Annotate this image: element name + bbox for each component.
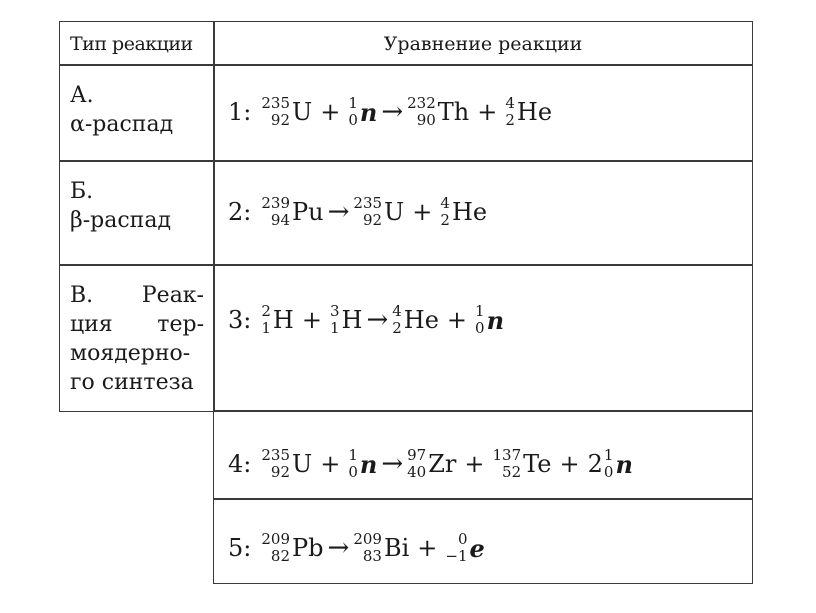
nuclide: [330, 303, 362, 337]
equation-cell-1: [213, 64, 753, 162]
equation-cell-3: [213, 264, 753, 412]
charge-number: 92: [270, 111, 290, 129]
reaction-arrow: →: [366, 305, 389, 335]
plus-sign: +: [320, 98, 341, 126]
type-cell-b: [59, 160, 215, 266]
nuclide-scripts: [261, 95, 290, 129]
nuclide-scripts: [445, 531, 467, 565]
nuclide: [348, 95, 377, 129]
element-symbol: Pb: [292, 534, 324, 562]
mass-number: 209: [261, 530, 290, 548]
element-symbol: He: [516, 98, 553, 126]
nuclide: [261, 195, 323, 229]
type-c-line-1: В. Реак-: [70, 283, 204, 308]
charge-number: 2: [392, 319, 402, 337]
nuclide: [392, 303, 439, 337]
nuclide: [475, 303, 504, 337]
equation-number: 4:: [228, 450, 252, 478]
nuclide: [348, 447, 377, 481]
mass-number: 1: [475, 302, 485, 320]
nuclide: [407, 447, 456, 481]
element-symbol: Zr: [428, 450, 457, 478]
nuclide-scripts: [505, 95, 515, 129]
nuclide: [505, 95, 552, 129]
charge-number: 2: [505, 111, 515, 129]
equation-1: [228, 95, 552, 129]
header-type-column: [59, 21, 215, 66]
type-cell-a: [59, 64, 215, 162]
nuclide: [493, 447, 552, 481]
nuclide-scripts: [407, 447, 426, 481]
charge-number: −1: [445, 547, 468, 565]
header-equation-column: [213, 21, 753, 66]
mass-number: 97: [407, 446, 427, 464]
element-symbol: U: [384, 198, 405, 226]
type-c-line-4: го синтеза: [70, 370, 194, 395]
type-c-line-3: моядерно-: [70, 341, 191, 366]
equation-cell-4: [213, 410, 753, 500]
mass-number: 239: [261, 194, 290, 212]
nuclide-scripts: [261, 195, 290, 229]
element-symbol: He: [451, 198, 488, 226]
plus-sign: +: [559, 450, 580, 478]
plus-sign: +: [320, 450, 341, 478]
mass-number: 209: [353, 530, 382, 548]
type-c-line-2: ция тер-: [70, 312, 204, 337]
nuclide: [261, 95, 312, 129]
plus-sign: +: [446, 306, 468, 334]
charge-number: 52: [502, 463, 522, 481]
nuclide-scripts: [604, 447, 614, 481]
element-symbol: H: [341, 306, 363, 334]
charge-number: 1: [329, 319, 340, 337]
plus-sign: +: [417, 534, 438, 562]
nuclide-scripts: [407, 95, 436, 129]
header-type-label: Тип реакции: [70, 32, 193, 55]
reaction-arrow: →: [381, 449, 404, 479]
nuclide: [588, 447, 633, 481]
nuclide-scripts: [261, 531, 290, 565]
mass-number: 4: [505, 94, 515, 112]
charge-number: 82: [270, 547, 290, 565]
nuclide-scripts: [493, 447, 522, 481]
equation-number: 5:: [228, 534, 252, 562]
mass-number: 4: [392, 302, 402, 320]
nuclide-scripts: [392, 303, 402, 337]
equation-number: 1:: [228, 98, 252, 126]
nuclide-scripts: [440, 195, 450, 229]
element-symbol: U: [292, 98, 313, 126]
nuclide: [445, 531, 484, 565]
charge-number: 0: [348, 111, 358, 129]
nuclide-scripts: [261, 447, 290, 481]
charge-number: 0: [603, 463, 614, 481]
equation-number: 2:: [228, 198, 252, 226]
nuclide: [353, 531, 409, 565]
charge-number: 92: [362, 211, 383, 229]
mass-number: 4: [440, 194, 450, 212]
nuclide-scripts: [353, 195, 382, 229]
nuclide-scripts: [348, 447, 358, 481]
plus-sign: +: [464, 450, 485, 478]
equation-5: [228, 531, 485, 565]
type-b-name: β-распад: [70, 208, 171, 233]
equation-number: 3:: [228, 306, 252, 334]
coefficient: 2: [587, 450, 603, 478]
nuclide-scripts: [330, 303, 340, 337]
charge-number: 1: [261, 319, 271, 337]
element-symbol: e: [469, 533, 485, 563]
charge-number: 92: [270, 463, 290, 481]
charge-number: 94: [270, 211, 290, 229]
charge-number: 90: [416, 111, 436, 129]
type-a-label: А.: [70, 83, 94, 108]
nuclide-scripts: [475, 303, 485, 337]
charge-number: 40: [407, 463, 427, 481]
charge-number: 83: [362, 547, 382, 565]
mass-number: 232: [407, 94, 436, 112]
element-symbol: He: [403, 306, 439, 334]
element-symbol: U: [292, 450, 313, 478]
element-symbol: Pu: [292, 198, 324, 226]
element-symbol: n: [359, 97, 378, 127]
element-symbol: n: [615, 449, 633, 479]
charge-number: 2: [440, 211, 450, 229]
element-symbol: n: [486, 305, 505, 335]
mass-number: 1: [348, 446, 358, 464]
type-b-label: Б.: [70, 179, 94, 204]
equation-3: [228, 303, 504, 337]
mass-number: 0: [457, 530, 468, 548]
reaction-arrow: →: [381, 97, 404, 127]
reaction-arrow: →: [327, 197, 350, 227]
element-symbol: Th: [437, 98, 470, 126]
nuclide-scripts: [353, 531, 382, 565]
element-symbol: Bi: [383, 534, 410, 562]
nuclide-scripts: [348, 95, 358, 129]
header-equation-label: Уравнение реакции: [383, 32, 583, 55]
nuclide: [261, 447, 312, 481]
plus-sign: +: [412, 198, 433, 226]
equation-4: [228, 447, 633, 481]
charge-number: 0: [475, 319, 485, 337]
mass-number: 1: [348, 94, 358, 112]
reaction-arrow: →: [327, 533, 350, 563]
mass-number: 3: [329, 302, 340, 320]
charge-number: 0: [348, 463, 358, 481]
mass-number: 1: [603, 446, 614, 464]
plus-sign: +: [477, 98, 498, 126]
nuclide: [407, 95, 469, 129]
plus-sign: +: [301, 306, 322, 334]
nuclide: [261, 531, 323, 565]
equation-2: [228, 195, 487, 229]
element-symbol: Te: [523, 450, 552, 478]
element-symbol: n: [359, 449, 378, 479]
element-symbol: H: [272, 306, 294, 334]
type-cell-c: [59, 264, 215, 412]
nuclide-scripts: [261, 303, 271, 337]
mass-number: 235: [353, 194, 383, 212]
equation-cell-5: [213, 498, 753, 584]
mass-number: 235: [261, 446, 290, 464]
nuclide: [353, 195, 404, 229]
mass-number: 235: [261, 94, 290, 112]
mass-number: 2: [261, 302, 271, 320]
equation-cell-2: [213, 160, 753, 266]
nuclide: [261, 303, 293, 337]
type-a-name: α-распад: [70, 112, 174, 137]
nuclide: [440, 195, 487, 229]
mass-number: 137: [492, 446, 522, 464]
